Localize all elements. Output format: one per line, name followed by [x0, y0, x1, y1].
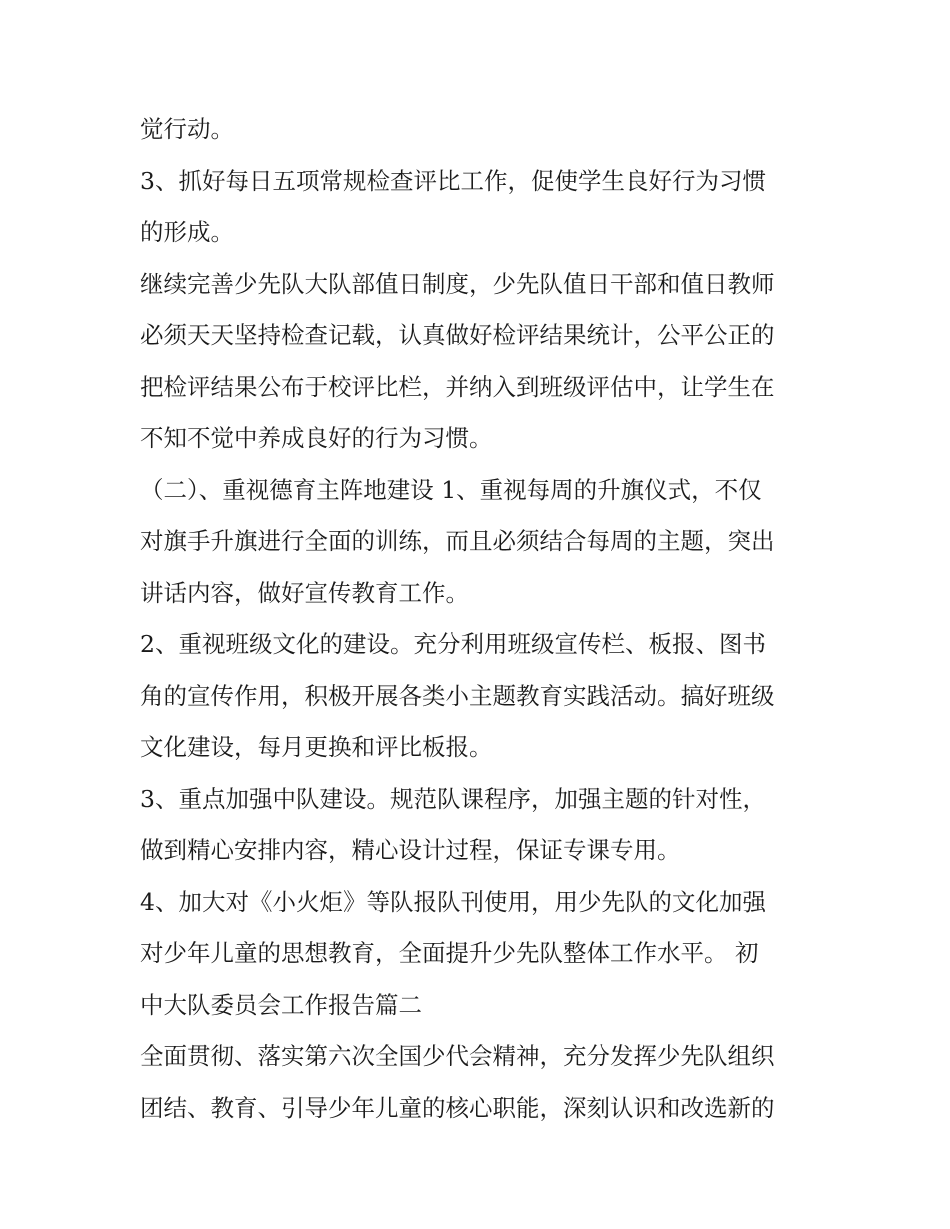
text-line: 的形成。	[140, 218, 234, 246]
text-line: 4、加大对《小火炬》等队报队刊使用，用少先队的文化加强	[140, 887, 766, 916]
text-line: 全面贯彻、落实第六次全国少代会精神，充分发挥少先队组织	[140, 1042, 775, 1070]
text-line: 3、抓好每日五项常规检查评比工作，促使学生良好行为习惯	[140, 166, 766, 195]
text-line: 3、重点加强中队建设。规范队课程序，加强主题的针对性，	[140, 784, 766, 813]
text-line: 角的宣传作用，积极开展各类小主题教育实践活动。搞好班级	[140, 681, 775, 710]
text-line: 对少年儿童的思想教育，全面提升少先队整体工作水平。 初	[140, 939, 759, 967]
text-line: 2、重视班级文化的建设。充分利用班级宣传栏、板报、图书	[140, 630, 766, 658]
text-line: 文化建设，每月更换和评比板报。	[140, 733, 493, 761]
text-line: 必须天天坚持检查记载，认真做好检评结果统计，公平公正的	[140, 321, 775, 349]
text-line: 不知不觉中养成良好的行为习惯。	[140, 424, 493, 452]
text-line: 团结、教育、引导少年儿童的核心职能，深刻认识和改选新的	[140, 1093, 775, 1122]
text-line: （二）、重视德育主阵地建设 1、重视每周的升旗仪式，不仅	[140, 475, 762, 504]
text-line: 讲话内容，做好宣传教育工作。	[140, 578, 469, 607]
text-line: 把检评结果公布于校评比栏，并纳入到班级评估中，让学生在	[140, 372, 775, 401]
text-line: 继续完善少先队大队部值日制度，少先队值日干部和值日教师	[140, 269, 775, 298]
text-line: 觉行动。	[140, 115, 234, 143]
text-line: 对旗手升旗进行全面的训练，而且必须结合每周的主题，突出	[140, 527, 775, 555]
document-body	[140, 104, 820, 1134]
text-line: 中大队委员会工作报告篇二	[140, 990, 422, 1019]
text-line: 做到精心安排内容，精心设计过程，保证专课专用。	[140, 836, 681, 864]
